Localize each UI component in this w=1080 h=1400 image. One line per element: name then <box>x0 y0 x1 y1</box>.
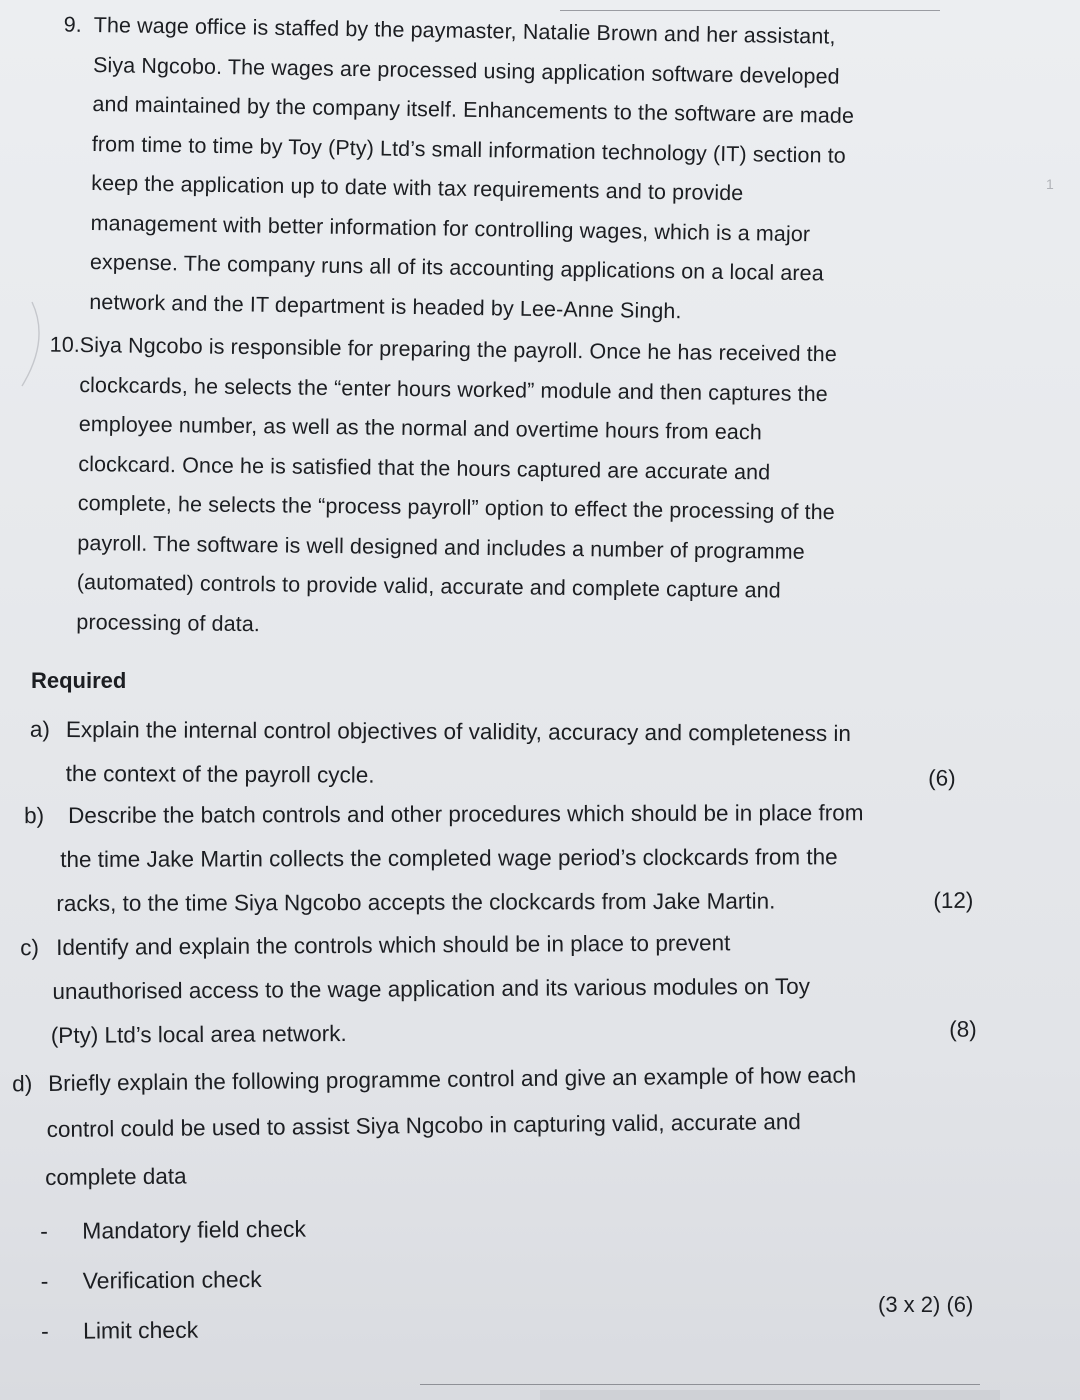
list-item <box>40 1254 306 1306</box>
question-line: complete data <box>45 1163 187 1191</box>
question-c <box>20 920 977 1058</box>
paragraph-line: employee number, as well as the normal and overtime hours from each <box>78 411 762 445</box>
required-heading: Required <box>31 668 127 693</box>
question-line: racks, to the time Siya Ngcobo accepts the clockcards from Jake Martin. <box>56 888 776 917</box>
question-marks: (6) <box>928 765 956 791</box>
bullet-text: Verification check <box>82 1266 262 1294</box>
question-line: Describe the batch controls and other procedures which should be in place from <box>68 800 864 828</box>
paragraph-line: payroll. The software is well designed and includes a number of programme <box>77 530 805 564</box>
question-letter: d) <box>12 1071 33 1097</box>
question-d <box>12 1052 984 1202</box>
bullet-dash: - <box>40 1317 49 1344</box>
bottom-rule <box>420 1384 980 1385</box>
question-letter: a) <box>29 716 50 742</box>
paragraph-line: and maintained by the company itself. Enhancements to the software are made <box>92 91 855 128</box>
paragraph-line: The wage office is staffed by the paymaster, Natalie Brown and her assistant, <box>93 12 836 49</box>
question-letter: c) <box>20 935 39 961</box>
bullet-dash: - <box>40 1267 49 1294</box>
paragraph-line: expense. The company runs all of its accounting applications on a local area <box>89 249 824 286</box>
question-marks: (8) <box>949 1016 977 1042</box>
list-item <box>41 1304 307 1356</box>
bullet-text: Mandatory field check <box>82 1215 307 1244</box>
page-footer-shadow <box>540 1390 1000 1400</box>
paragraph-line: from time to time by Toy (Pty) Ltd’s small information technology (IT) section to <box>91 131 847 168</box>
paragraph-line: management with better information for controlling wages, which is a major <box>90 210 811 246</box>
paragraph-line: (automated) controls to provide valid, accurate and complete capture and <box>76 569 781 603</box>
bullet-text: Limit check <box>82 1316 199 1344</box>
paragraph-line: network and the IT department is headed by Lee-Anne Singh. <box>89 289 682 323</box>
question-line: the time Jake Martin collects the completed wage period’s clockcards from the <box>60 844 838 873</box>
paragraph-line: clockcards, he selects the “enter hours worked” module and then captures the <box>79 372 828 406</box>
paragraph-9 <box>63 6 924 335</box>
question-line: control could be used to assist Siya Ngcobo in capturing valid, accurate and <box>46 1109 801 1143</box>
question-line: Identify and explain the controls which should be in place to prevent <box>56 930 731 960</box>
question-line: Explain the internal control objectives of validity, accuracy and completeness in <box>65 716 851 747</box>
list-item <box>40 1204 306 1256</box>
question-marks: (12) <box>933 887 974 913</box>
paragraph-line: processing of data. <box>76 609 261 636</box>
question-a <box>29 708 956 801</box>
margin-mark: 1 <box>1046 176 1054 192</box>
question-d-marks: (3 x 2) (6) <box>878 1292 974 1317</box>
paragraph-line: complete, he selects the “process payroll” option to effect the processing of the <box>77 490 835 525</box>
paragraph-line: Siya Ngcobo. The wages are processed using application software developed <box>92 52 840 89</box>
bullet-dash: - <box>40 1217 49 1244</box>
question-line: Briefly explain the following programme control and give an example of how each <box>48 1062 857 1096</box>
paragraph-10 <box>49 326 940 652</box>
paragraph-line: keep the application up to date with tax requirements and to provide <box>91 170 744 206</box>
margin-pencil-mark <box>10 300 50 390</box>
paragraph-number: 9. <box>63 12 83 37</box>
paragraph-line: Siya Ngcobo is responsible for preparing the payroll. Once he has received the <box>79 332 837 367</box>
question-line: unauthorised access to the wage application and its various modules on Toy <box>52 973 811 1005</box>
paragraph-line: clockcard. Once he is satisfied that the hours captured are accurate and <box>78 451 771 484</box>
question-line: the context of the payroll cycle. <box>65 760 375 788</box>
question-line: (Pty) Ltd’s local area network. <box>50 1020 347 1049</box>
question-letter: b) <box>24 803 45 829</box>
bullet-list <box>40 1204 307 1356</box>
paragraph-number: 10. <box>49 332 81 358</box>
question-b <box>24 791 974 926</box>
top-rule <box>560 10 940 11</box>
